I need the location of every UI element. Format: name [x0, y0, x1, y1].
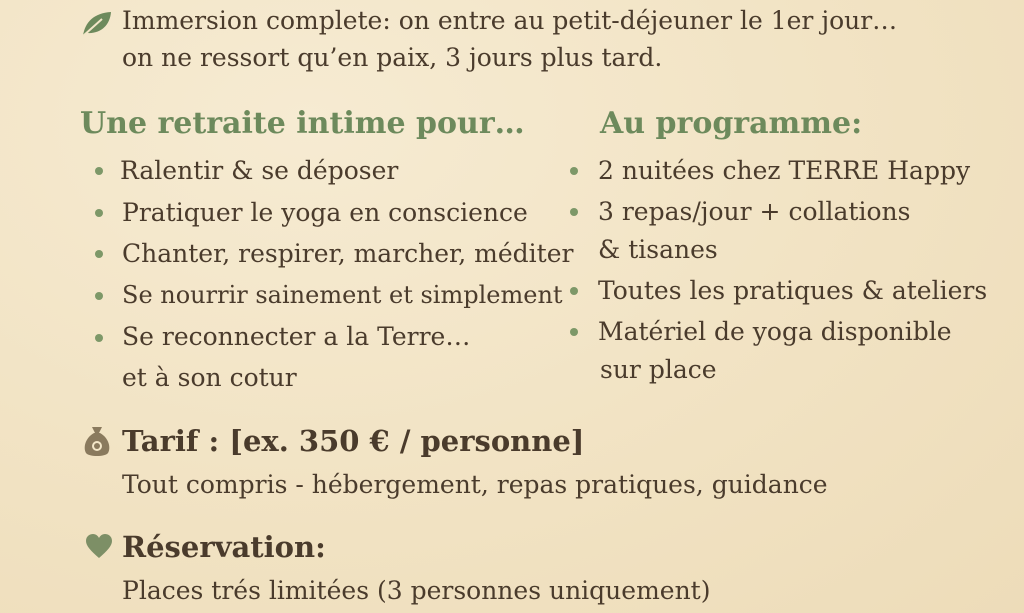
bullet-icon — [95, 209, 103, 217]
bullet-icon — [570, 208, 578, 216]
tarif-title: Tarif : [ex. 350 € / personne] — [122, 424, 585, 458]
intro-line-2: on ne ressort qu’en paix, 3 jours plus tard. — [122, 43, 663, 72]
heart-icon — [85, 533, 113, 559]
bullet-icon — [95, 292, 103, 300]
left-item-2: Pratiquer le yoga en conscience — [122, 198, 528, 227]
right-heading: Au programme: — [600, 106, 863, 141]
reservation-title: Réservation: — [122, 530, 326, 564]
intro-line-1: Immersion complete: on entre au petit-déjeuner le 1er jour… — [122, 6, 898, 35]
left-item-5-continuation: et à son cotur — [122, 363, 297, 392]
left-item-4: Se nourrir sainement et simplement — [122, 281, 563, 309]
right-item-3: Toutes les pratiques & ateliers — [598, 276, 988, 305]
right-item-2-continuation: & tisanes — [598, 235, 718, 264]
bullet-icon — [95, 334, 103, 342]
right-item-1: 2 nuitées chez TERRE Happy — [598, 156, 971, 185]
right-item-4-continuation: sur place — [600, 355, 717, 384]
bullet-icon — [570, 167, 578, 175]
bullet-icon — [570, 287, 578, 295]
left-item-1: Ralentir & se déposer — [120, 156, 399, 185]
left-heading: Une retraite intime pour… — [80, 106, 525, 141]
right-item-4: Matériel de yoga disponible — [598, 317, 952, 346]
bullet-icon — [95, 167, 103, 175]
right-item-2: 3 repas/jour + collations — [598, 197, 911, 226]
bullet-icon — [95, 250, 103, 258]
money-bag-icon — [82, 424, 112, 458]
bullet-icon — [570, 328, 578, 336]
reservation-detail: Places trés limitées (3 personnes uniquement) — [122, 576, 711, 605]
left-item-3: Chanter, respirer, marcher, méditer — [122, 239, 574, 268]
left-item-5: Se reconnecter a la Terre… — [122, 322, 471, 351]
leaf-icon — [80, 10, 114, 38]
tarif-detail: Tout compris - hébergement, repas pratiques, guidance — [122, 470, 828, 499]
